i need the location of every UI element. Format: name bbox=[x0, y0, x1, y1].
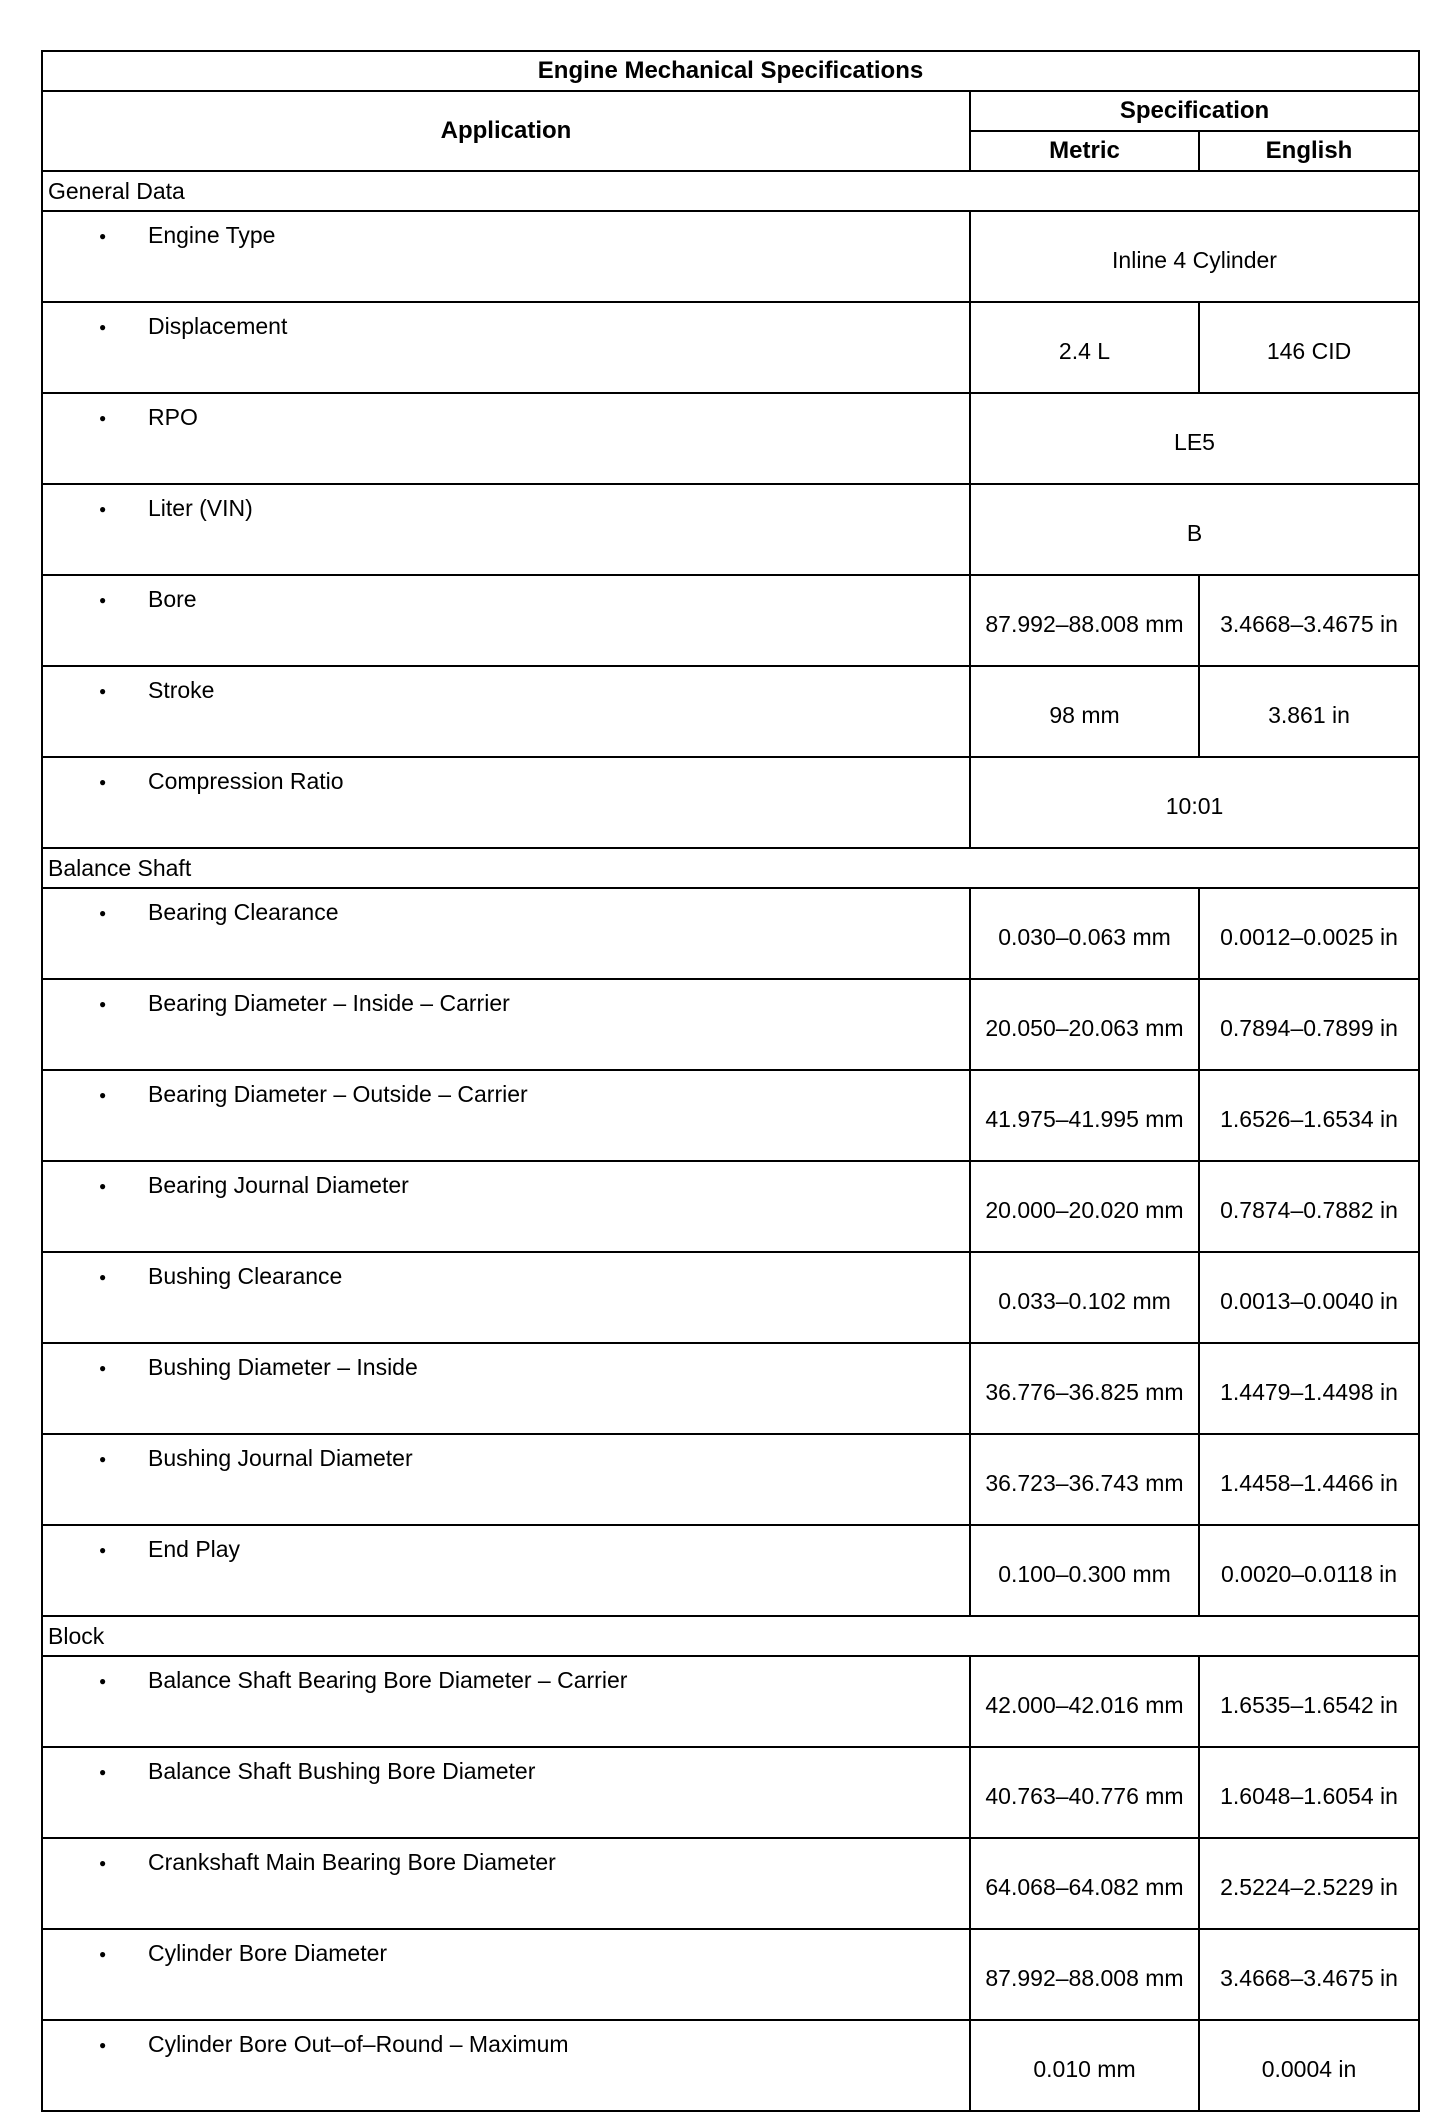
table-row bbox=[42, 979, 1419, 1070]
bullet-icon: ● bbox=[99, 1270, 107, 1284]
bullet-icon: ● bbox=[99, 1088, 107, 1102]
english-value: 1.6535–1.6542 in bbox=[1199, 1656, 1419, 1747]
english-value: 146 CID bbox=[1199, 302, 1419, 393]
english-value: 0.0012–0.0025 in bbox=[1199, 888, 1419, 979]
application-cell bbox=[42, 1161, 970, 1252]
application-label: Cylinder Bore Out–of–Round – Maximum bbox=[148, 2031, 569, 2057]
table-row bbox=[42, 393, 1419, 484]
application-cell bbox=[42, 757, 970, 848]
application-cell bbox=[42, 1929, 970, 2020]
header-row bbox=[42, 91, 1419, 131]
english-value: 1.6526–1.6534 in bbox=[1199, 1070, 1419, 1161]
table-row bbox=[42, 1070, 1419, 1161]
application-cell bbox=[42, 302, 970, 393]
application-cell bbox=[42, 1525, 970, 1616]
bullet-icon: ● bbox=[99, 1947, 107, 1961]
table-row bbox=[42, 484, 1419, 575]
application-cell bbox=[42, 1070, 970, 1161]
metric-value: 0.030–0.063 mm bbox=[970, 888, 1199, 979]
metric-value: 98 mm bbox=[970, 666, 1199, 757]
application-header: Application bbox=[42, 91, 970, 171]
bullet-icon: ● bbox=[99, 320, 107, 334]
section-row bbox=[42, 1616, 1419, 1656]
application-cell bbox=[42, 888, 970, 979]
metric-value: 41.975–41.995 mm bbox=[970, 1070, 1199, 1161]
spec-value-combined: LE5 bbox=[970, 393, 1419, 484]
spec-value-combined: 10:01 bbox=[970, 757, 1419, 848]
bullet-icon: ● bbox=[99, 997, 107, 1011]
metric-value: 2.4 L bbox=[970, 302, 1199, 393]
application-cell bbox=[42, 1252, 970, 1343]
english-value: 1.4458–1.4466 in bbox=[1199, 1434, 1419, 1525]
metric-value: 0.100–0.300 mm bbox=[970, 1525, 1199, 1616]
section-row bbox=[42, 171, 1419, 211]
english-value: 0.7874–0.7882 in bbox=[1199, 1161, 1419, 1252]
application-label: Stroke bbox=[148, 677, 215, 703]
bullet-icon: ● bbox=[99, 1361, 107, 1375]
english-value: 1.4479–1.4498 in bbox=[1199, 1343, 1419, 1434]
english-value: 3.4668–3.4675 in bbox=[1199, 1929, 1419, 2020]
application-label: Bushing Diameter – Inside bbox=[148, 1354, 418, 1380]
spec-value-combined: Inline 4 Cylinder bbox=[970, 211, 1419, 302]
application-cell bbox=[42, 1747, 970, 1838]
application-cell bbox=[42, 484, 970, 575]
engine-spec-table bbox=[41, 50, 1420, 2112]
spec-body bbox=[42, 171, 1419, 2111]
section-title: Block bbox=[42, 1616, 1419, 1656]
table-row bbox=[42, 2020, 1419, 2111]
application-cell bbox=[42, 393, 970, 484]
metric-value: 0.010 mm bbox=[970, 2020, 1199, 2111]
metric-value: 64.068–64.082 mm bbox=[970, 1838, 1199, 1929]
application-label: Bearing Journal Diameter bbox=[148, 1172, 409, 1198]
application-label: Bearing Diameter – Inside – Carrier bbox=[148, 990, 510, 1016]
application-cell bbox=[42, 2020, 970, 2111]
application-label: Bearing Clearance bbox=[148, 899, 339, 925]
english-value: 1.6048–1.6054 in bbox=[1199, 1747, 1419, 1838]
metric-value: 42.000–42.016 mm bbox=[970, 1656, 1199, 1747]
table-row bbox=[42, 1161, 1419, 1252]
bullet-icon: ● bbox=[99, 593, 107, 607]
application-label: Engine Type bbox=[148, 222, 276, 248]
metric-value: 87.992–88.008 mm bbox=[970, 575, 1199, 666]
application-cell bbox=[42, 1656, 970, 1747]
english-header: English bbox=[1199, 131, 1419, 171]
bullet-icon: ● bbox=[99, 775, 107, 789]
application-label: Balance Shaft Bushing Bore Diameter bbox=[148, 1758, 536, 1784]
bullet-icon: ● bbox=[99, 1674, 107, 1688]
table-row bbox=[42, 1929, 1419, 2020]
bullet-icon: ● bbox=[99, 1856, 107, 1870]
table-row bbox=[42, 666, 1419, 757]
section-row bbox=[42, 848, 1419, 888]
application-label: Crankshaft Main Bearing Bore Diameter bbox=[148, 1849, 556, 1875]
table-row bbox=[42, 1252, 1419, 1343]
bullet-icon: ● bbox=[99, 1179, 107, 1193]
metric-value: 36.723–36.743 mm bbox=[970, 1434, 1199, 1525]
bullet-icon: ● bbox=[99, 2038, 107, 2052]
application-cell bbox=[42, 1343, 970, 1434]
metric-value: 87.992–88.008 mm bbox=[970, 1929, 1199, 2020]
section-title: Balance Shaft bbox=[42, 848, 1419, 888]
english-value: 0.0020–0.0118 in bbox=[1199, 1525, 1419, 1616]
spec-value-combined: B bbox=[970, 484, 1419, 575]
application-label: Bushing Journal Diameter bbox=[148, 1445, 413, 1471]
application-label: Bearing Diameter – Outside – Carrier bbox=[148, 1081, 528, 1107]
application-cell bbox=[42, 211, 970, 302]
table-row bbox=[42, 1747, 1419, 1838]
table-title: Engine Mechanical Specifications bbox=[42, 51, 1419, 91]
metric-value: 0.033–0.102 mm bbox=[970, 1252, 1199, 1343]
application-label: Cylinder Bore Diameter bbox=[148, 1940, 388, 1966]
english-value: 3.4668–3.4675 in bbox=[1199, 575, 1419, 666]
metric-value: 40.763–40.776 mm bbox=[970, 1747, 1199, 1838]
table-row bbox=[42, 575, 1419, 666]
metric-value: 36.776–36.825 mm bbox=[970, 1343, 1199, 1434]
application-label: Bushing Clearance bbox=[148, 1263, 343, 1289]
table-row bbox=[42, 302, 1419, 393]
english-value: 0.0004 in bbox=[1199, 2020, 1419, 2111]
english-value: 0.0013–0.0040 in bbox=[1199, 1252, 1419, 1343]
table-row bbox=[42, 757, 1419, 848]
table-row bbox=[42, 1343, 1419, 1434]
english-value: 3.861 in bbox=[1199, 666, 1419, 757]
specification-header: Specification bbox=[970, 91, 1419, 131]
metric-value: 20.000–20.020 mm bbox=[970, 1161, 1199, 1252]
title-row bbox=[42, 51, 1419, 91]
application-label: Displacement bbox=[148, 313, 288, 339]
bullet-icon: ● bbox=[99, 1452, 107, 1466]
application-label: End Play bbox=[148, 1536, 241, 1562]
application-label: RPO bbox=[148, 404, 198, 430]
table-row bbox=[42, 211, 1419, 302]
application-cell bbox=[42, 979, 970, 1070]
application-label: Liter (VIN) bbox=[148, 495, 253, 521]
table-row bbox=[42, 1838, 1419, 1929]
application-label: Compression Ratio bbox=[148, 768, 344, 794]
bullet-icon: ● bbox=[99, 1543, 107, 1557]
metric-value: 20.050–20.063 mm bbox=[970, 979, 1199, 1070]
english-value: 0.7894–0.7899 in bbox=[1199, 979, 1419, 1070]
bullet-icon: ● bbox=[99, 684, 107, 698]
english-value: 2.5224–2.5229 in bbox=[1199, 1838, 1419, 1929]
table-row bbox=[42, 888, 1419, 979]
application-label: Balance Shaft Bearing Bore Diameter – Carrier bbox=[148, 1667, 628, 1693]
bullet-icon: ● bbox=[99, 1765, 107, 1779]
table-row bbox=[42, 1525, 1419, 1616]
table-row bbox=[42, 1656, 1419, 1747]
application-cell bbox=[42, 575, 970, 666]
metric-header: Metric bbox=[970, 131, 1199, 171]
bullet-icon: ● bbox=[99, 229, 107, 243]
table-row bbox=[42, 1434, 1419, 1525]
bullet-icon: ● bbox=[99, 906, 107, 920]
section-title: General Data bbox=[42, 171, 1419, 211]
bullet-icon: ● bbox=[99, 411, 107, 425]
application-cell bbox=[42, 1434, 970, 1525]
application-cell bbox=[42, 1838, 970, 1929]
application-cell bbox=[42, 666, 970, 757]
bullet-icon: ● bbox=[99, 502, 107, 516]
application-label: Bore bbox=[148, 586, 197, 612]
